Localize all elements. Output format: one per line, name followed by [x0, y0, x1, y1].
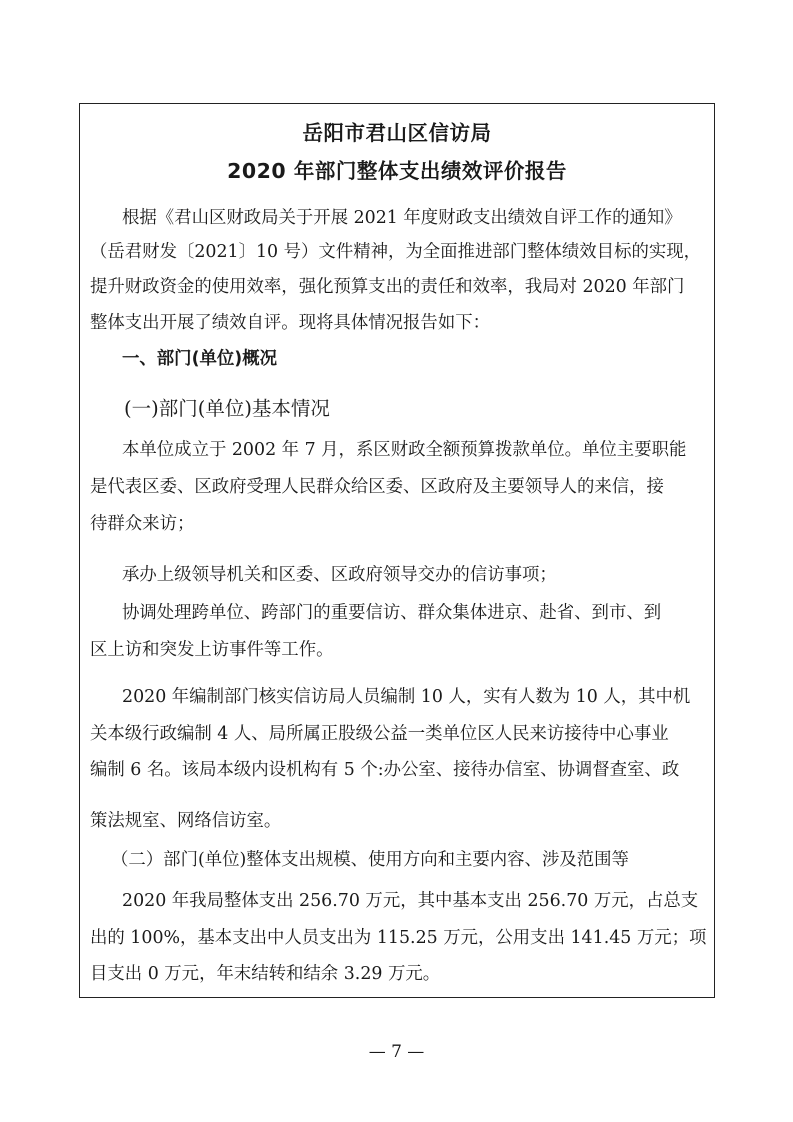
duty-paragraph: 承办上级领导机关和区委、区政府领导交办的信访事项； — [122, 565, 557, 585]
staffing-line: 策法规室、网络信访室。 — [90, 811, 282, 831]
staffing-line: 2020 年编制部门核实信访局人员编制 10 人，实有人数为 10 人，其中机 — [122, 687, 691, 707]
intro-line: （岳君财发〔2021〕10 号）文件精神，为全面推进部门整体绩效目标的实现， — [90, 242, 702, 262]
basic-info-line: 本单位成立于 2002 年 7 月，系区财政全额预算拨款单位。单位主要职能 — [122, 440, 687, 460]
expenditure-line: 2020 年我局整体支出 256.70 万元，其中基本支出 256.70 万元，占总支 — [122, 891, 699, 911]
document-title-organization: 岳阳市君山区信访局 — [302, 121, 492, 145]
intro-line: 整体支出开展了绩效自评。现将具体情况报告如下： — [90, 313, 490, 333]
expenditure-line: 出的 100%，基本支出中人员支出为 115.25 万元，公用支出 141.45 万元；项 — [90, 928, 707, 948]
intro-line: 根据《君山区财政局关于开展 2021 年度财政支出绩效自评工作的通知》 — [122, 208, 682, 228]
expenditure-line: 目支出 0 万元，年末结转和结余 3.29 万元。 — [90, 964, 441, 984]
duty-paragraph-line: 协调处理跨单位、跨部门的重要信访、群众集体进京、赴省、到市、到 — [122, 603, 662, 623]
basic-info-line: 待群众来访； — [90, 514, 195, 534]
section-heading-department-overview: 一、部门(单位)概况 — [122, 349, 278, 369]
basic-info-line: 是代表区委、区政府受理人民群众给区委、区政府及主要领导人的来信，接 — [90, 477, 664, 497]
document-title-report: 2020 年部门整体支出绩效评价报告 — [227, 159, 567, 183]
subsection-heading-expenditure: （二）部门(单位)整体支出规模、使用方向和主要内容、涉及范围等 — [111, 850, 629, 870]
subsection-heading-basic-info: (一)部门(单位)基本情况 — [124, 397, 330, 420]
staffing-line: 编制 6 名。该局本级内设机构有 5 个:办公室、接待办信室、协调督查室、政 — [90, 760, 680, 780]
page-number: — 7 — — [368, 1042, 425, 1062]
intro-line: 提升财政资金的使用效率，强化预算支出的责任和效率，我局对 2020 年部门 — [90, 277, 685, 297]
staffing-line: 关本级行政编制 4 人、局所属正股级公益一类单位区人民来访接待中心事业 — [90, 724, 669, 744]
duty-paragraph-line: 区上访和突发上访事件等工作。 — [90, 640, 334, 660]
